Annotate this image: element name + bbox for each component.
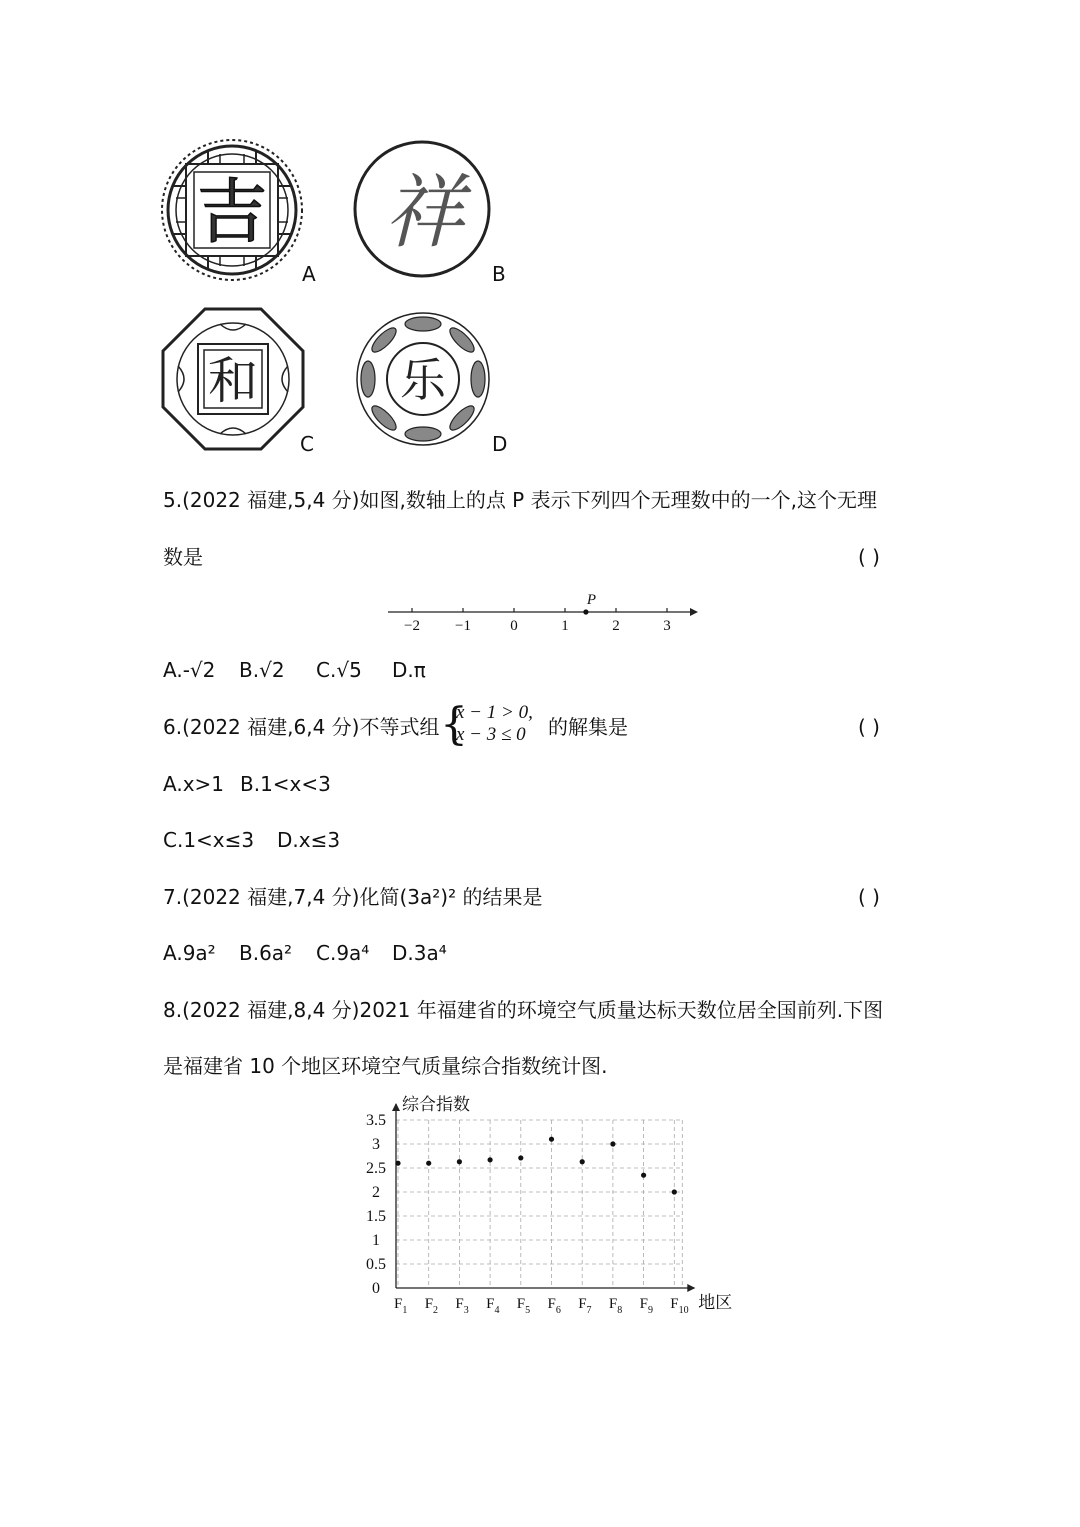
- y-axis-arrow-icon: [392, 1103, 400, 1111]
- x-tick-subscript: 8: [617, 1305, 623, 1316]
- air-quality-scatter-chart: [348, 1092, 748, 1322]
- y-tick-label: 2: [372, 1184, 380, 1201]
- emblem-c: [160, 306, 306, 452]
- y-axis-label: 综合指数: [402, 1095, 470, 1115]
- q8-stem-line1: 8.(2022 福建,8,4 分)2021 年福建省的环境空气质量达标天数位居全国前列.下图: [163, 998, 884, 1022]
- emblem-c-label: C: [300, 432, 314, 456]
- x-tick-label: $F_1$: [394, 1296, 408, 1316]
- q5-stem-line1: 5.(2022 福建,5,4 分)如图,数轴上的点 P 表示下列四个无理数中的一个,这个无理: [163, 488, 877, 512]
- y-tick-label: 1: [372, 1232, 380, 1249]
- q8-stem-line2: 是福建省 10 个地区环境空气质量综合指数统计图.: [163, 1054, 608, 1078]
- data-point-f8: [610, 1141, 615, 1146]
- chart-grid: [396, 1120, 682, 1288]
- q6-option-b[interactable]: B.1<x<3: [240, 772, 331, 796]
- x-tick-label: $F_4$: [486, 1296, 500, 1316]
- svg-text:和: 和: [208, 352, 258, 410]
- x-tick-subscript: 2: [433, 1305, 439, 1316]
- x-tick-label: $F_2$: [424, 1296, 439, 1316]
- x-tick-labels: [394, 1296, 689, 1316]
- q7-option-b[interactable]: B.6a²: [239, 941, 293, 965]
- q5-number-line: [384, 590, 704, 640]
- x-tick-subscript: 10: [678, 1305, 689, 1316]
- x-tick-subscript: 9: [647, 1305, 653, 1316]
- q6-option-a[interactable]: A.x>1: [163, 772, 225, 796]
- x-tick-subscript: 5: [525, 1305, 531, 1316]
- emblem-c-octagon-icon: [160, 306, 306, 452]
- number-line-tick-label: −1: [455, 618, 471, 634]
- q6-system-line1: x − 1 > 0,: [456, 702, 533, 723]
- svg-text:吉: 吉: [197, 171, 267, 253]
- data-point-f3: [457, 1159, 462, 1164]
- y-tick-label: 3.5: [366, 1112, 386, 1129]
- x-tick-label: $F_5$: [516, 1296, 531, 1316]
- q6-option-d[interactable]: D.x≤3: [277, 828, 341, 852]
- q6-system-line2: x − 3 ≤ 0: [456, 724, 526, 745]
- q5-option-d[interactable]: D.π: [392, 658, 426, 682]
- q7-option-a[interactable]: A.9a²: [163, 941, 216, 965]
- data-points: [395, 1137, 677, 1195]
- emblem-a-lattice-icon: [160, 138, 310, 284]
- q5-option-c[interactable]: C.√5: [316, 658, 362, 682]
- number-line-tick-label: −2: [404, 618, 420, 634]
- q6-answer-paren[interactable]: ( ): [858, 715, 880, 739]
- x-tick-subscript: 3: [463, 1305, 469, 1316]
- svg-text:乐: 乐: [400, 353, 446, 407]
- x-tick-label: $F_3$: [455, 1296, 469, 1316]
- point-p: [583, 609, 588, 614]
- q6-option-c[interactable]: C.1<x≤3: [163, 828, 255, 852]
- data-point-f7: [580, 1159, 585, 1164]
- data-point-f10: [672, 1189, 677, 1194]
- y-tick-label: 2.5: [366, 1160, 386, 1177]
- q5-option-a[interactable]: A.-√2: [163, 658, 216, 682]
- arrow-right-icon: [690, 608, 698, 616]
- x-tick-label: $F_7$: [578, 1296, 592, 1316]
- number-line-tick-label: 3: [663, 618, 671, 634]
- number-line-tick-label: 0: [510, 618, 518, 634]
- data-point-f5: [518, 1155, 523, 1160]
- emblem-b-circle-icon: [352, 138, 492, 280]
- data-point-f1: [395, 1161, 400, 1166]
- q7-answer-paren[interactable]: ( ): [858, 885, 880, 909]
- emblem-b: [352, 138, 492, 280]
- data-point-f6: [549, 1137, 554, 1142]
- y-tick-label: 1.5: [366, 1208, 386, 1225]
- x-tick-label: $F_{10}$: [670, 1296, 689, 1316]
- x-axis-arrow-icon: [687, 1284, 695, 1292]
- x-tick-subscript: 1: [402, 1305, 408, 1316]
- emblem-d-leaves-icon: [350, 306, 496, 452]
- x-tick-label: $F_9$: [639, 1296, 653, 1316]
- x-axis-label: 地区: [698, 1293, 733, 1313]
- emblem-d: [350, 306, 496, 452]
- q6-stem-suffix: 的解集是: [548, 715, 628, 739]
- y-tick-labels: [366, 1112, 386, 1297]
- q5-stem-line2: 数是: [163, 545, 203, 569]
- q5-option-b[interactable]: B.√2: [239, 658, 285, 682]
- emblem-b-label: B: [492, 262, 506, 286]
- x-tick-label: $F_8$: [608, 1296, 623, 1316]
- x-tick-subscript: 6: [555, 1305, 561, 1316]
- q7-option-c[interactable]: C.9a⁴: [316, 941, 370, 965]
- q7-stem: 7.(2022 福建,7,4 分)化简(3a²)² 的结果是: [163, 885, 543, 909]
- x-tick-subscript: 4: [494, 1305, 500, 1316]
- x-tick-label: $F_6$: [547, 1296, 561, 1316]
- data-point-f9: [641, 1173, 646, 1178]
- y-tick-label: 3: [372, 1136, 380, 1153]
- q6-brace: {: [440, 699, 468, 750]
- emblem-a: [160, 138, 310, 284]
- number-line-tick-label: 1: [561, 618, 569, 634]
- q7-option-d[interactable]: D.3a⁴: [392, 941, 447, 965]
- y-tick-label: 0: [372, 1280, 380, 1297]
- q6-stem-prefix: 6.(2022 福建,6,4 分)不等式组: [163, 715, 440, 739]
- point-p-label: P: [586, 592, 597, 608]
- svg-text:祥: 祥: [384, 166, 464, 259]
- data-point-f4: [488, 1157, 493, 1162]
- y-tick-label: 0.5: [366, 1256, 386, 1273]
- x-tick-subscript: 7: [586, 1305, 592, 1316]
- emblem-d-label: D: [492, 432, 508, 456]
- q5-answer-paren[interactable]: ( ): [858, 545, 880, 569]
- emblem-a-label: A: [302, 262, 316, 286]
- data-point-f2: [426, 1161, 431, 1166]
- number-line-tick-label: 2: [612, 618, 620, 634]
